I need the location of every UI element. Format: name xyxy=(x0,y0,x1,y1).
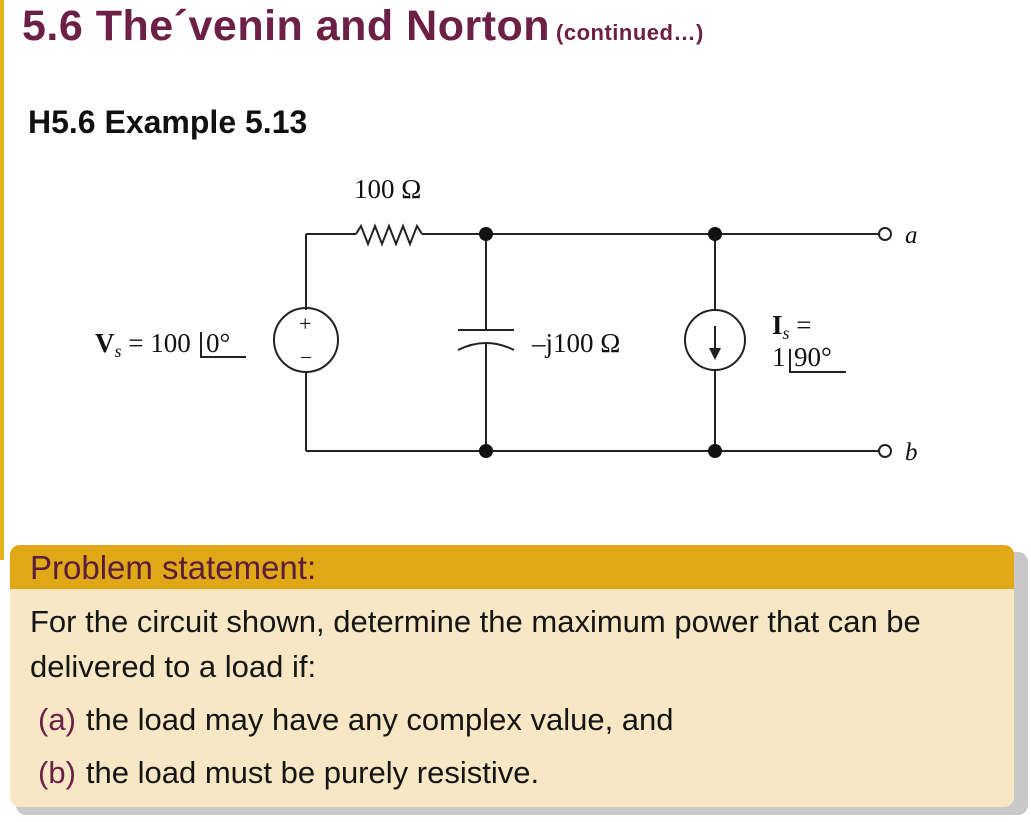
terminal-b-circle xyxy=(879,445,891,457)
slide-title-suffix: (continued…) xyxy=(556,20,704,45)
circuit-diagram xyxy=(0,160,1031,540)
node-bottom-isrc xyxy=(708,444,722,458)
source-label-eq: = 100 xyxy=(121,328,191,358)
item-text: the load must be purely resistive. xyxy=(85,755,540,790)
item-text: the load may have any complex value, and xyxy=(85,702,674,737)
problem-header: Problem statement: xyxy=(10,545,1014,589)
source-label-v: V xyxy=(95,328,115,358)
current-arrow-head xyxy=(709,348,721,360)
slide-title xyxy=(22,2,704,51)
problem-item-a xyxy=(38,702,674,738)
source-label-sub: s xyxy=(114,341,122,361)
current-label xyxy=(772,310,812,343)
node-top-isrc xyxy=(708,227,722,241)
current-label-eq: = xyxy=(789,310,812,340)
current-label-i: I xyxy=(772,310,783,340)
current-angle: 90° xyxy=(794,342,832,372)
item-marker: (a) xyxy=(38,702,76,737)
resistor-label: 100 Ω xyxy=(354,174,422,204)
source-label xyxy=(95,328,191,361)
capacitor-label: –j100 Ω xyxy=(532,328,621,358)
current-magnitude: 1 xyxy=(772,342,786,372)
problem-text: For the circuit shown, determine the maximum power that can be delivered to a load if: xyxy=(30,604,921,684)
item-marker: (b) xyxy=(38,755,76,790)
source-minus-sign: – xyxy=(301,345,311,367)
node-bottom-cap xyxy=(479,444,493,458)
example-subtitle: H5.6 Example 5.13 xyxy=(28,104,308,140)
source-plus-sign: + xyxy=(299,311,312,336)
terminal-a-circle xyxy=(879,228,891,240)
terminal-b-label: b xyxy=(905,439,918,466)
source-angle: 0° xyxy=(206,328,231,358)
current-label-sub: s xyxy=(782,323,790,343)
resistor-100 xyxy=(356,226,422,244)
node-top-cap xyxy=(479,227,493,241)
slide-title-text: 5.6 The´venin and Norton xyxy=(22,2,551,50)
problem-box xyxy=(10,545,1014,807)
terminal-a-label: a xyxy=(905,222,918,249)
problem-item-b xyxy=(38,755,539,791)
